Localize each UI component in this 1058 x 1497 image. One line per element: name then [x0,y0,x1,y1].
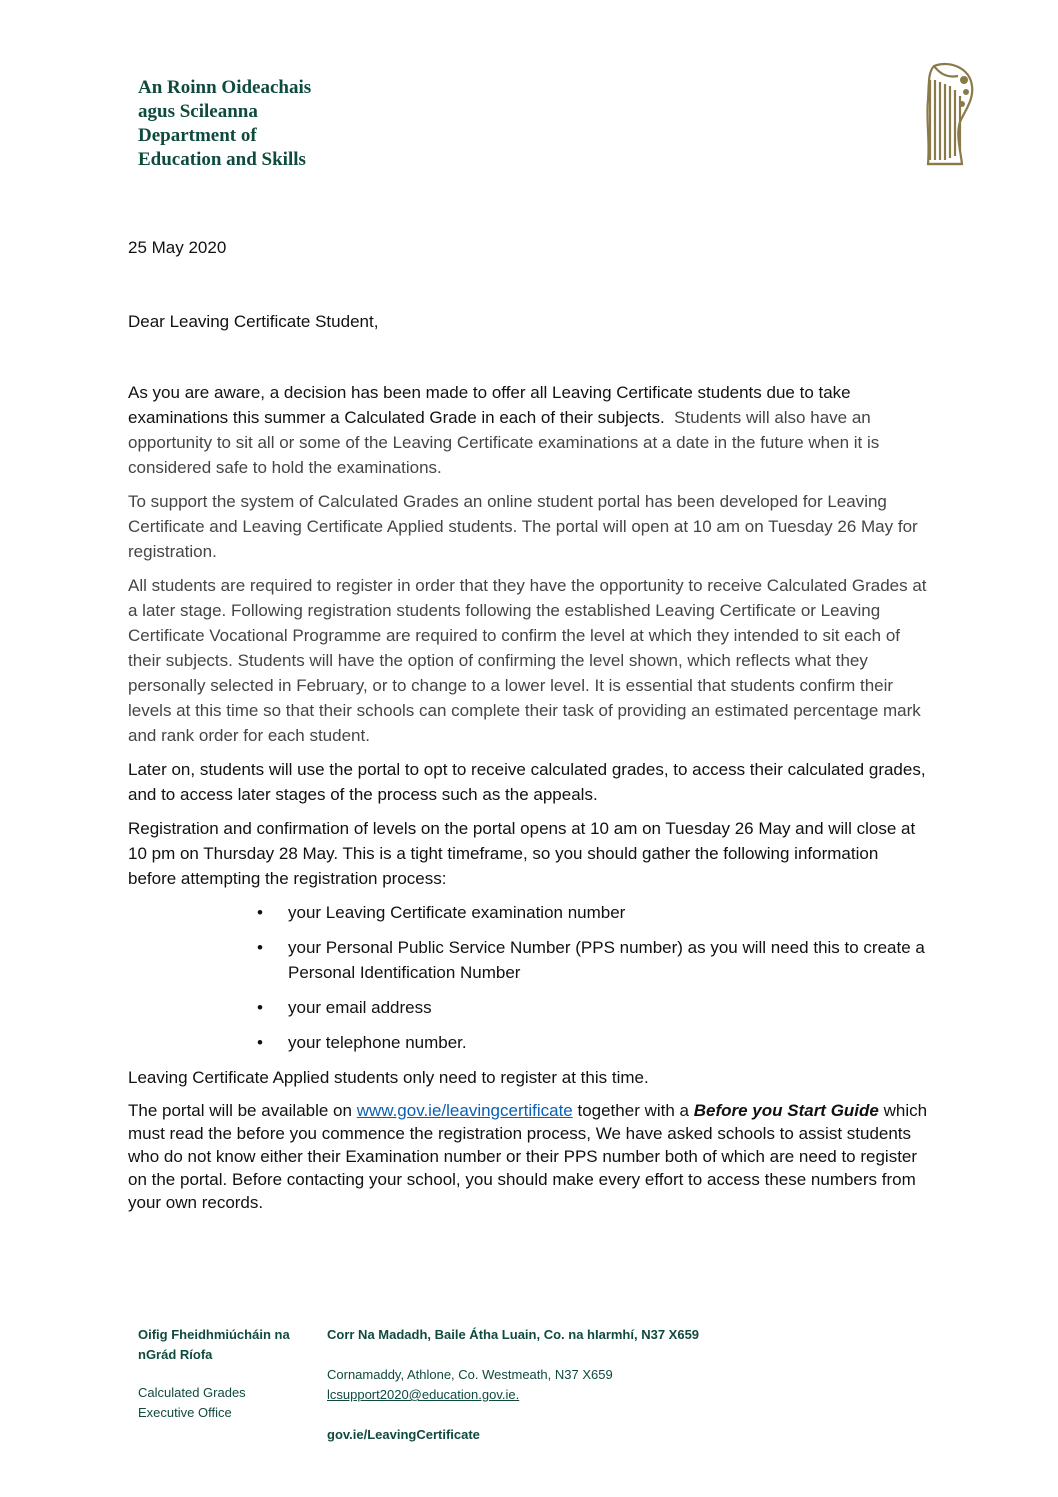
org-line-4: Education and Skills [138,149,306,170]
list-item: • your Personal Public Service Number (PPS number) as you will need this to create a Personal Identification Number [288,935,928,985]
footer-contact [327,1325,699,1445]
guide-title: Before you Start Guide [693,1101,879,1120]
bullet-icon: • [257,1033,263,1052]
footer-website-link[interactable]: gov.ie/LeavingCertificate [327,1427,480,1442]
paragraph-2: To support the system of Calculated Grades an online student portal has been developed for Leaving Certificate and Leaving Certificate Applied students. The portal will open at 10 am on Tuesday 26 May for registration. [128,492,918,561]
letter-body [128,380,928,1223]
paragraph-4: Later on, students will use the portal to opt to receive calculated grades, to access their calculated grades, and to access later stages of the process such as the appeals. [128,760,926,804]
list-item: • your email address [288,995,928,1020]
requirements-list [128,900,928,1055]
paragraph-5: Registration and confirmation of levels on the portal opens at 10 am on Tuesday 26 May and will close at 10 pm on Thursday 28 May. This is a tight timeframe, so you should gather the following information before attempting the registration process: [128,819,916,888]
bullet-icon: • [257,938,263,957]
footer-office-en-1: Calculated Grades [138,1385,246,1400]
list-item: • your telephone number. [288,1030,928,1055]
org-line-2: agus Scileanna [138,101,258,122]
paragraph-1 [128,380,928,480]
footer-address-irish: Corr Na Madadh, Baile Átha Luain, Co. na hIarmhí, N37 X659 [327,1327,700,1342]
footer-office [138,1325,290,1423]
bullet-icon: • [257,998,263,1017]
letter-date: 25 May 2020 [128,238,227,257]
footer-email-link[interactable]: lcsupport2020@education.gov.ie. [327,1387,520,1402]
paragraph-6: Leaving Certificate Applied students only need to register at this time. [128,1068,649,1087]
org-line-1: An Roinn Oideachais [138,77,312,98]
portal-link[interactable]: www.gov.ie/leavingcertificate [356,1101,573,1120]
footer-office-irish-1: Oifig Fheidhmiúcháin na [138,1327,290,1342]
harp-icon [920,60,976,172]
footer-address-en: Cornamaddy, Athlone, Co. Westmeath, N37 X659 [327,1367,613,1382]
paragraph-3: All students are required to register in order that they have the opportunity to receive Calculated Grades at a later stage. Following registration students following the established Leaving Certificate or Leaving Certificate Vocational Programme are required to confirm the level at which they intended to sit each of their subjects. Students will have the option of confirming the level shown, which reflects what they personally selected in February, or to change to a lower level. It is essential that students confirm their levels at this time so that their schools can complete their task of providing an estimated percentage mark and rank order for each student. [128,576,927,745]
bullet-icon: • [257,903,263,922]
org-line-3: Department of [138,125,257,146]
list-item: • your Leaving Certificate examination number [288,900,928,925]
footer-office-irish-2: nGrád Ríofa [138,1347,213,1362]
salutation: Dear Leaving Certificate Student, [128,312,379,331]
footer-office-en-2: Executive Office [138,1405,232,1420]
department-name-block [138,76,311,172]
paragraph-1-followup: Students will also have an opportunity to sit all or some of the Leaving Certificate examinations at a date in the future when it is considered safe to hold the examinations. [128,408,880,477]
paragraph-1-main: As you are aware, a decision has been made to offer all Leaving Certificate students due to take examinations this summer a Calculated Grade in each of their subjects. [128,383,851,427]
paragraph-7: The portal will be available on www.gov.ie/leavingcertificate together with a Before you Start Guide which must read the before you commence the registration process, We have asked schools to assist students who do not know either their Examination number or their PPS number both of which are need to register on the portal. Before contacting your school, you should make every effort to access these numbers from your own records. [128,1101,928,1212]
